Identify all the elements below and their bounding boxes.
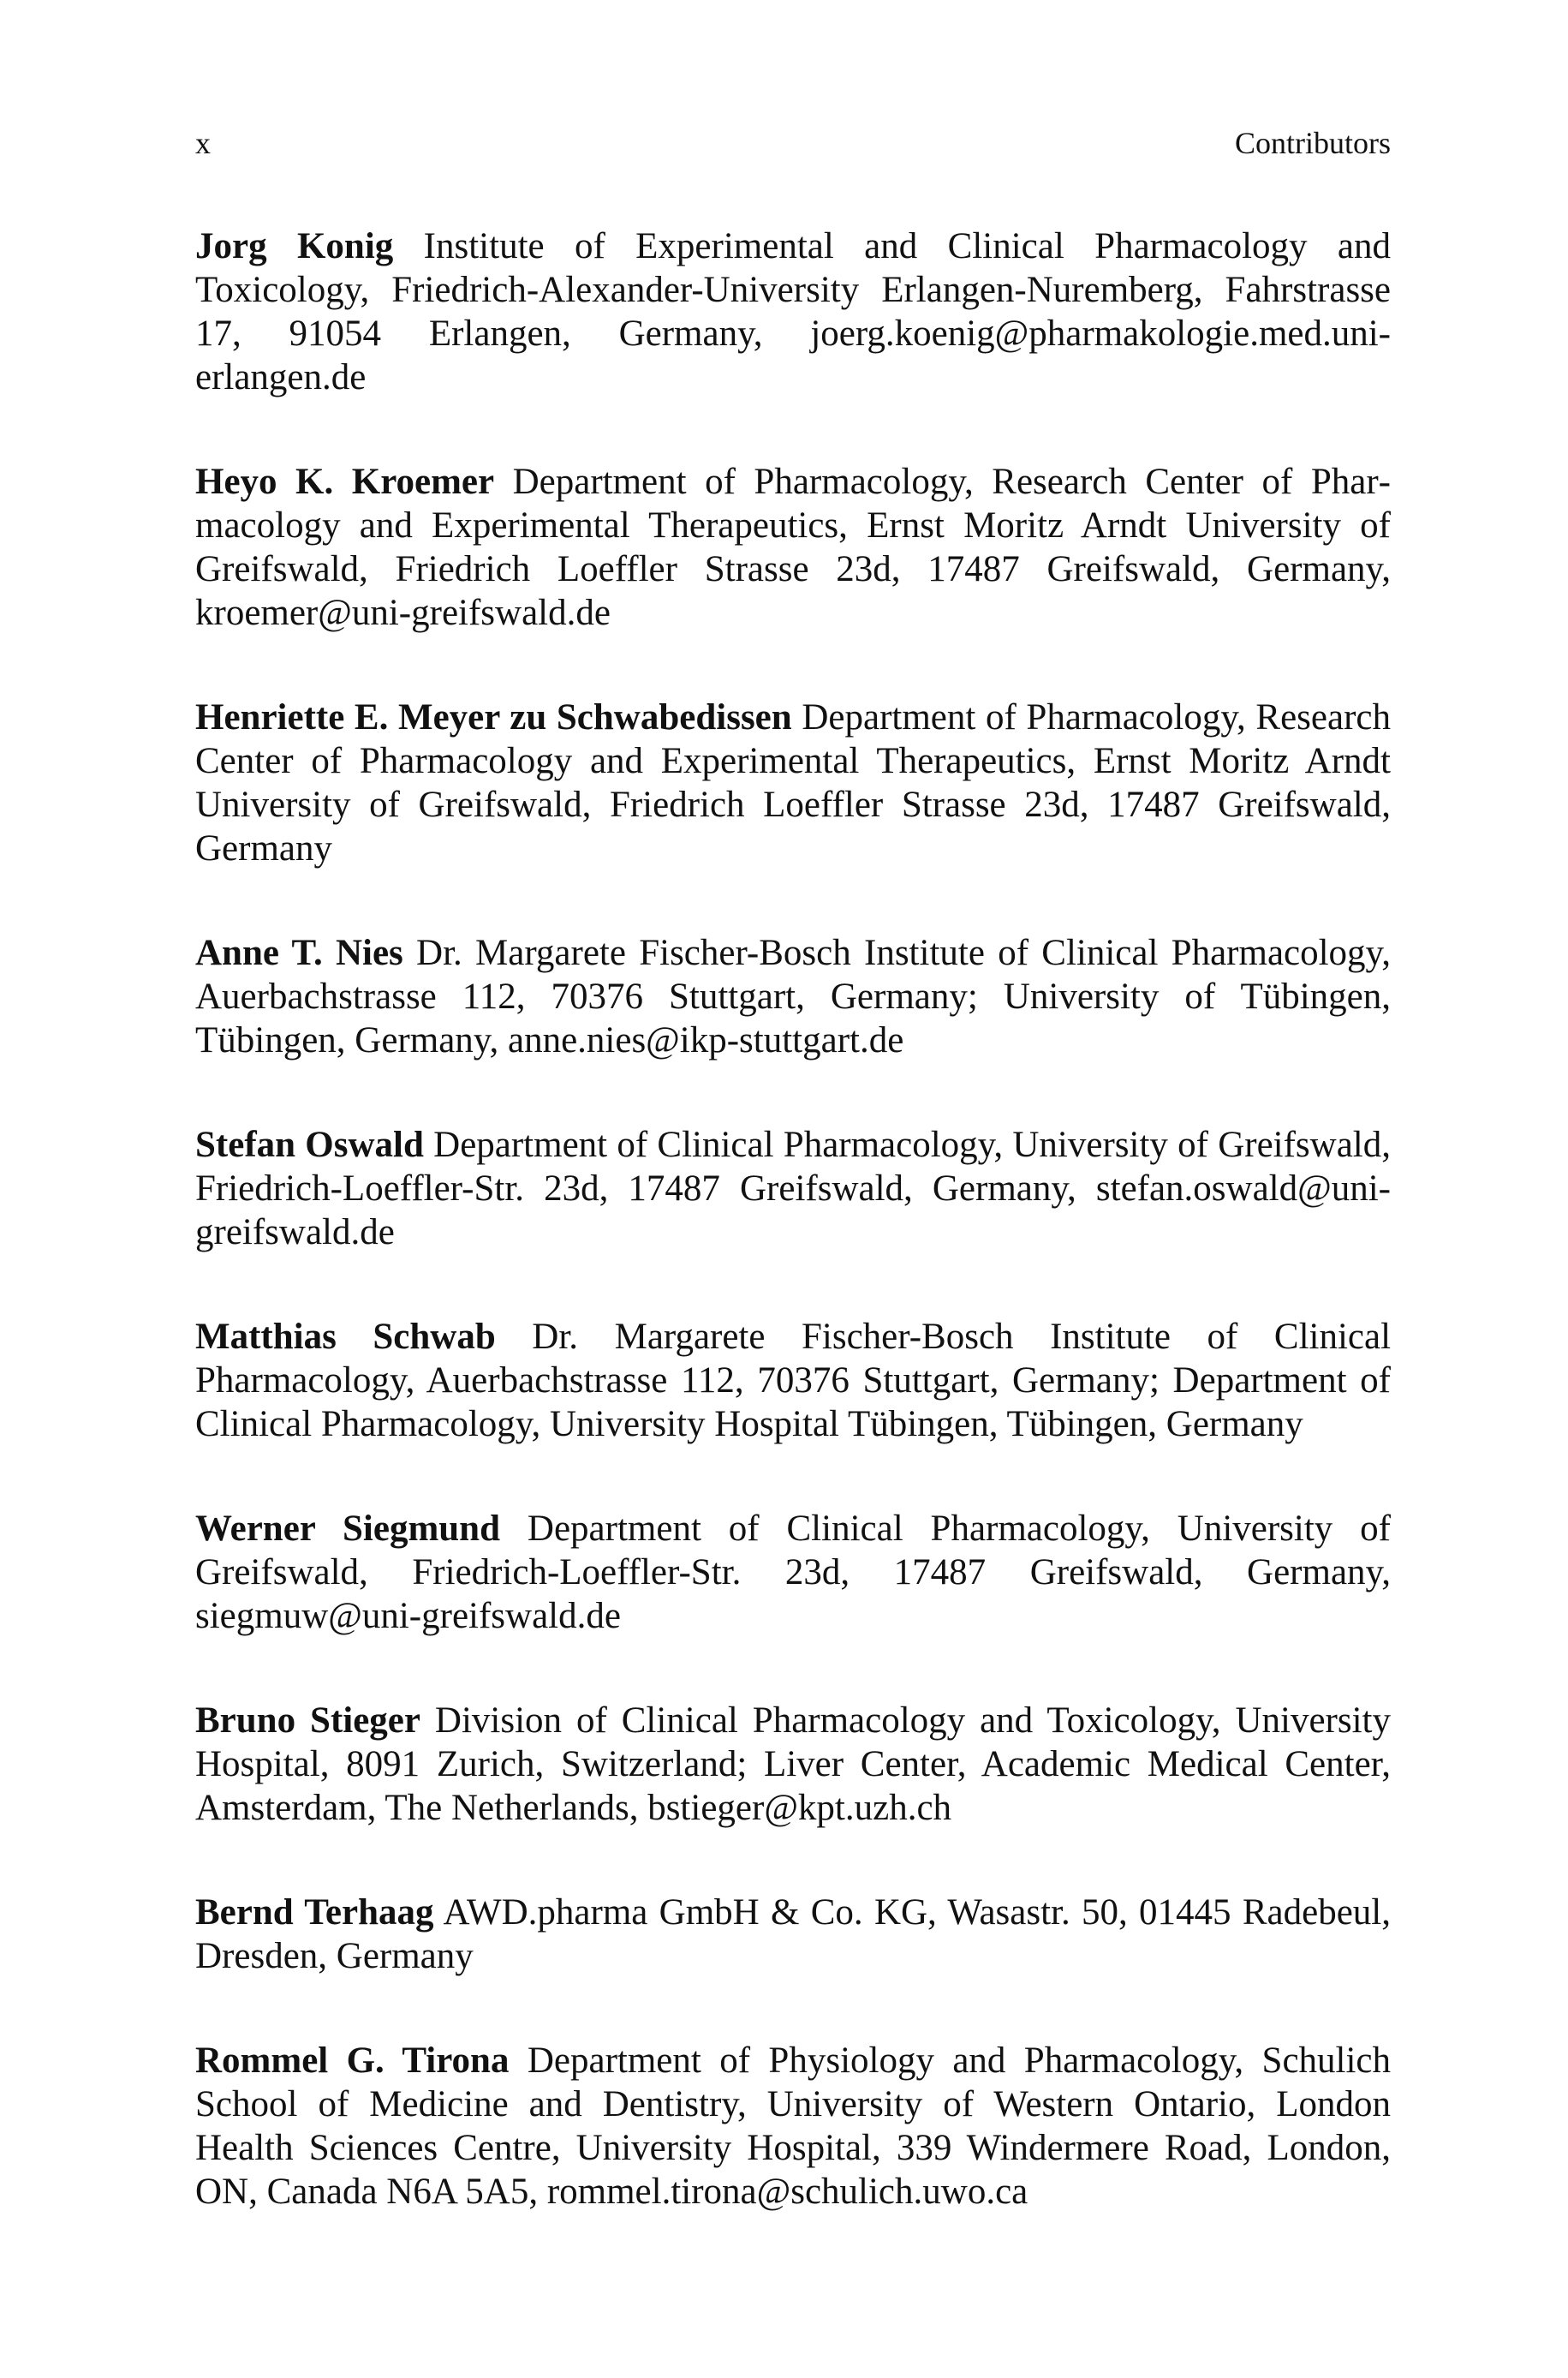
contributor-name: Werner Siegmund bbox=[195, 1509, 501, 1549]
contributor-name: Bernd Terhaag bbox=[195, 1892, 434, 1933]
contributor-details: Department of Pharmacology, Research Center of Pharmacology and Experimental Therapeutics, Ernst Moritz Arndt University of Greifswald, Friedrich Loeffler Strasse 23d, 17487 Greifswald, Germany, kroemer@uni-greifswald.de bbox=[195, 462, 1391, 633]
contributor-entry bbox=[195, 460, 1391, 635]
contributor-name: Heyo K. Kroemer bbox=[195, 462, 495, 502]
contributor-details: Dr. Margarete Fischer-Bosch Institute of Clinical Pharmacology, Auerbachstrasse 112, 70376 Stuttgart, Germany; Department of Clinical Pharmacology, University Hospital Tübingen, Tübingen, Germany bbox=[195, 1317, 1392, 1444]
contributor-name: Rommel G. Tirona bbox=[195, 2040, 510, 2081]
contributor-name: Jorg Konig bbox=[195, 226, 394, 266]
contributor-name: Bruno Stieger bbox=[195, 1700, 420, 1741]
contributor-details: Department of Clinical Pharmacology, University of Greifswald, Friedrich-Loeffler-Str. 23d, 17487 Greifswald, Germany, stefan.oswald@uni-greifswald.de bbox=[195, 1125, 1391, 1252]
contributor-name: Matthias Schwab bbox=[195, 1317, 496, 1357]
contributor-entry bbox=[195, 931, 1391, 1062]
contributor-entry bbox=[195, 1507, 1391, 1638]
contributor-details: Department of Clinical Pharmacology, University of Greifswald, Friedrich-Loeffler-Str. 23d, 17487 Greifswald, Germany, siegmuw@uni-greifswald.de bbox=[195, 1509, 1392, 1636]
contributor-details: Institute of Experimental and Clinical Pharmacology and Toxicology, Friedrich-Alexander-University Erlangen-Nuremberg, Fahrstrasse 17, 91054 Erlangen, Germany, joerg.koenig@pharmakologie.med.uni-erlangen.de bbox=[195, 226, 1392, 397]
contributor-details: AWD.pharma GmbH & Co. KG, Wasastr. 50, 01445 Radebeul, Dresden, Germany bbox=[195, 1892, 1391, 1976]
page-number: x bbox=[195, 126, 211, 160]
contributor-details: Division of Clinical Pharmacology and Toxicology, University Hospital, 8091 Zurich, Switzerland; Liver Center, Academic Medical Center, Amsterdam, The Netherlands, bstieger@kpt.uzh.ch bbox=[195, 1700, 1391, 1828]
contributor-entry bbox=[195, 1315, 1391, 1446]
contributor-entry bbox=[195, 1891, 1391, 1978]
page-header bbox=[195, 122, 1391, 164]
contributor-name: Stefan Oswald bbox=[195, 1125, 424, 1165]
contributor-entry bbox=[195, 1699, 1391, 1830]
contributor-entry bbox=[195, 224, 1391, 399]
contributor-list bbox=[195, 224, 1391, 2274]
contributor-entry bbox=[195, 696, 1391, 870]
contributor-details: Dr. Margarete Fischer-Bosch Institute of Clinical Pharmacology, Auerbachstrasse 112, 70376 Stuttgart, Germany; University of Tübingen, Tübingen, Germany, anne.nies@ikp-stuttgart.de bbox=[195, 933, 1392, 1061]
contributor-details: Department of Physiology and Pharmacology, Schulich School of Medicine and Dentistry, University of Western Ontario, London Health Sciences Centre, University Hospital, 339 Windermere Road, London, ON, Canada N6A 5A5, rommel.tirona@schulich.uwo.ca bbox=[195, 2040, 1392, 2212]
contributor-entry bbox=[195, 2039, 1391, 2214]
contributor-details: Department of Pharmacology, Research Center of Pharmacology and Experimental Therapeutics, Ernst Moritz Arndt University of Greifswald, Friedrich Loeffler Strasse 23d, 17487 Greifswald, Germany bbox=[195, 697, 1391, 869]
running-title: Contributors bbox=[1234, 126, 1391, 160]
contributor-entry bbox=[195, 1123, 1391, 1254]
contributor-name: Henriette E. Meyer zu Schwabedissen bbox=[195, 697, 792, 738]
contributor-name: Anne T. Nies bbox=[195, 933, 403, 973]
